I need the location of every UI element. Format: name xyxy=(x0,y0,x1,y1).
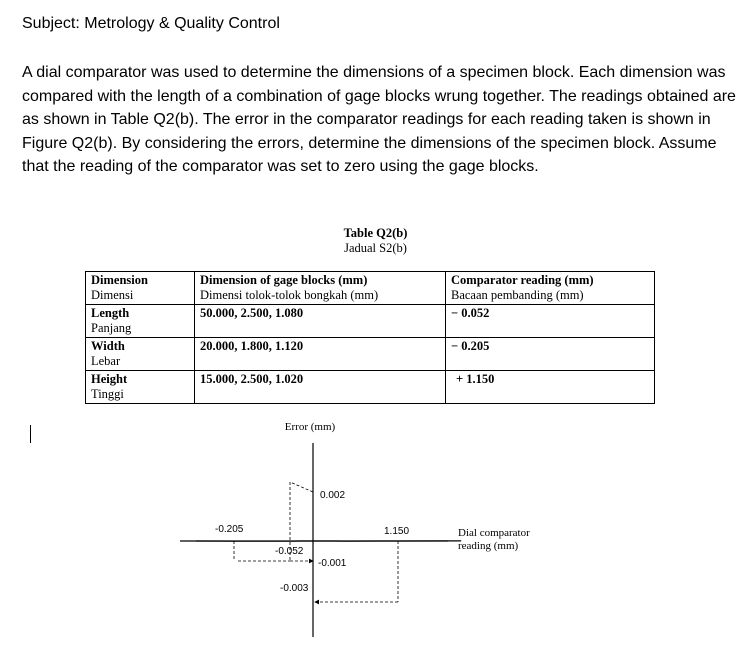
row-dimension-ms: Panjang xyxy=(91,321,132,335)
table-subtitle: Jadual S2(b) xyxy=(344,241,407,255)
row-gage-blocks: 20.000, 1.800, 1.120 xyxy=(195,338,446,371)
label-minus-0-003: -0.003 xyxy=(280,583,309,594)
graph-labels xyxy=(215,421,530,594)
guide-lines xyxy=(234,482,398,602)
row-gage-blocks: 50.000, 2.500, 1.080 xyxy=(195,305,446,338)
row-gage-blocks: 15.000, 2.500, 1.020 xyxy=(195,371,446,404)
graph-axes xyxy=(180,443,448,637)
label-minus-0-052: -0.052 xyxy=(275,546,304,557)
guide-line xyxy=(290,482,313,492)
row-dimension-en: Height xyxy=(91,372,128,386)
header-dimension-en: Dimension xyxy=(91,273,148,287)
row-dimension-en: Width xyxy=(91,339,125,353)
row-comparator-reading: − 0.052 xyxy=(446,305,655,338)
table-title: Table Q2(b) xyxy=(343,226,408,240)
label-minus-0-001: -0.001 xyxy=(318,558,347,569)
row-dimension-ms: Tinggi xyxy=(91,387,124,401)
row-comparator-reading: + 1.150 xyxy=(446,371,655,404)
graph-title: Error (mm) xyxy=(284,421,336,433)
problem-paragraph: A dial comparator was used to determine the dimensions of a specimen block. Each dimension was compared with the length of a combination of gage blocks wrung together. The readings obtained are as shown in Table Q2(b). The error in the comparator readings for each reading taken is shown in Figure Q2(b). By considering the errors, determine the dimensions of the specimen block. Assume that the reading of the comparator was set to zero using the gage blocks. xyxy=(22,64,736,175)
label-0-002: 0.002 xyxy=(320,490,346,501)
subject-line: Subject: Metrology & Quality Control xyxy=(22,15,280,32)
row-comparator-reading: − 0.205 xyxy=(446,338,655,371)
row-dimension-en: Length xyxy=(91,306,130,320)
header-comparator-reading-ms: Bacaan pembanding (mm) xyxy=(451,288,584,302)
header-comparator-reading-en: Comparator reading (mm) xyxy=(451,273,594,287)
header-gage-blocks-en: Dimension of gage blocks (mm) xyxy=(200,273,368,287)
header-dimension-ms: Dimensi xyxy=(91,288,134,302)
header-gage-blocks-ms: Dimensi tolok-tolok bongkah (mm) xyxy=(200,288,379,302)
label-minus-0-205: -0.205 xyxy=(215,524,244,535)
row-dimension-ms: Lebar xyxy=(91,354,121,368)
label-1-150: 1.150 xyxy=(384,526,410,537)
x-axis-label: Dial comparator reading (mm) xyxy=(458,527,530,552)
